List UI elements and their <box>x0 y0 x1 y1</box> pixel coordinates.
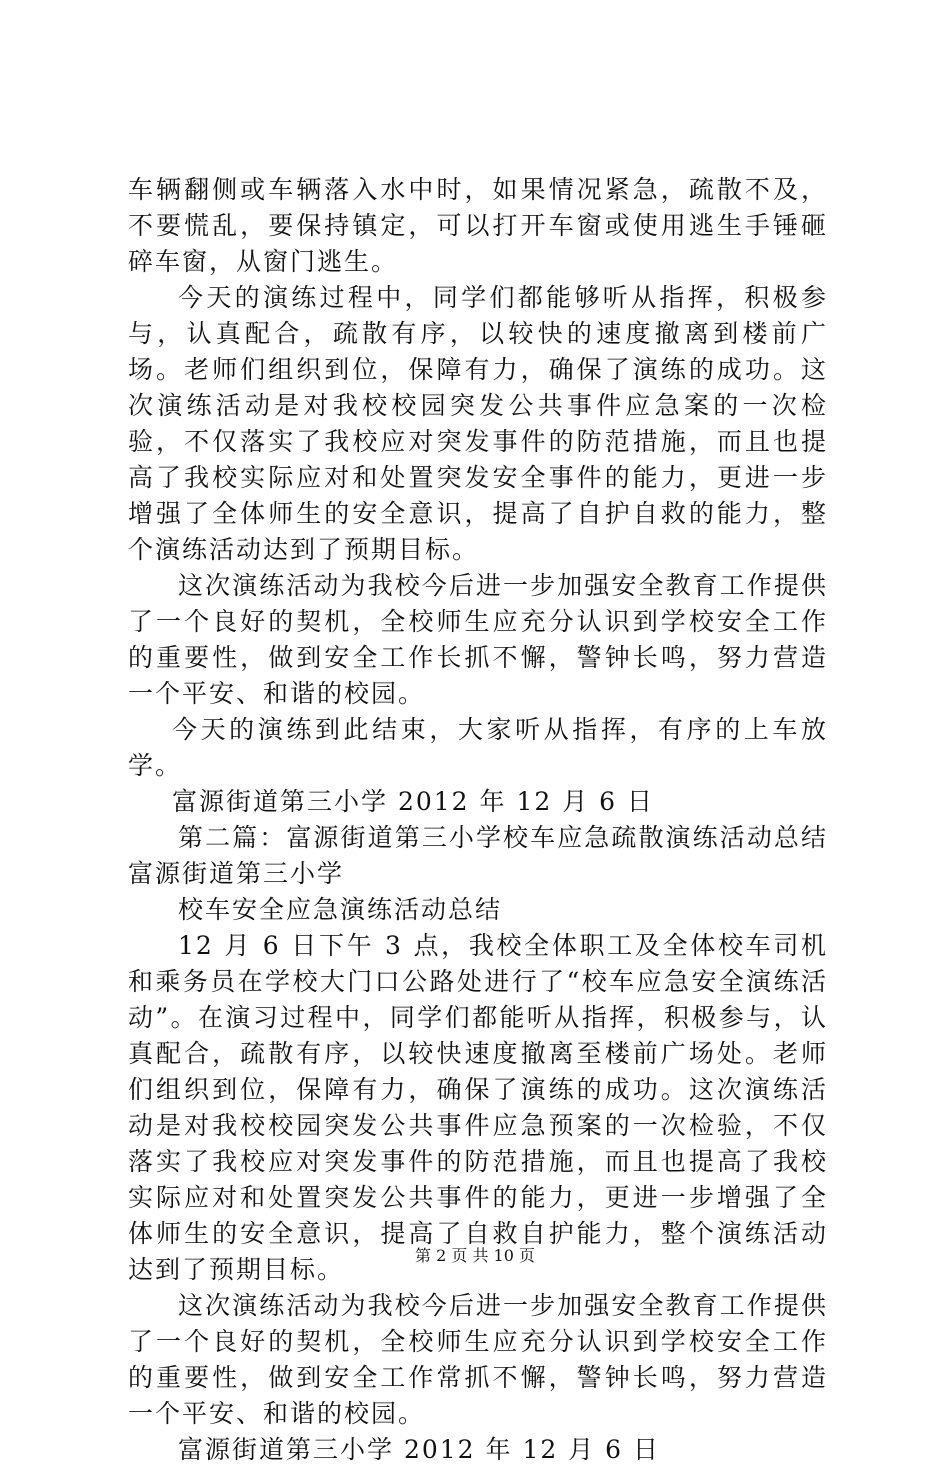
section-subtitle: 校车安全应急演练活动总结 <box>178 895 503 924</box>
document-body <box>128 172 828 1468</box>
paragraph-drill-summary: 12 月 6 日下午 3 点，我校全体职工及全体校车司机和乘务员在学校大门口公路处进行了“校车应急安全演练活动”。在演习过程中，同学们都能听从指挥，积极参与，认真配合，疏散有序，以较快速度撤离至楼前广场处。老师们组织到位，保障有力，确保了演练的成功。这次演练活动是对我校校园突发公共事件应急预案的一次检验，不仅落实了我校应对突发事件的防范措施，而且也提高了我校实际应对和处置突发公共事件的能力，更进一步增强了全体师生的安全意识，提高了自救自护能力，整个演练活动达到了预期目标。 <box>128 931 828 1284</box>
page-footer: 第 2 页 共 10 页 <box>415 1246 535 1265</box>
paragraph-escape-instructions: 车辆翻侧或车辆落入水中时，如果情况紧急，疏散不及，不要慌乱，要保持镇定，可以打开车窗或使用逃生手锤砸碎车窗，从窗门逃生。 <box>128 175 828 276</box>
paragraph-safety-opportunity: 这次演练活动为我校今后进一步加强安全教育工作提供了一个良好的契机，全校师生应充分认识到学校安全工作的重要性，做到安全工作长抓不懈，警钟长鸣，努力营造一个平安、和谐的校园。 <box>128 571 828 708</box>
paragraph-drill-review: 今天的演练过程中，同学们都能够听从指挥，积极参与，认真配合，疏散有序，以较快的速度撤离到楼前广场。老师们组织到位，保障有力，确保了演练的成功。这次演练活动是对我校校园突发公共事件应急案的一次检验，不仅落实了我校应对突发事件的防范措施，而且也提高了我校实际应对和处置突发安全事件的能力，更进一步增强了全体师生的安全意识，提高了自护自救的能力，整个演练活动达到了预期目标。 <box>128 283 828 564</box>
signature-date-1: 富源街道第三小学 2012 年 12 月 6 日 <box>172 787 655 816</box>
section-heading-part-two: 第二篇：富源街道第三小学校车应急疏散演练活动总结富源街道第三小学 <box>128 823 828 888</box>
signature-date-2: 富源街道第三小学 2012 年 12 月 6 日 <box>178 1435 661 1464</box>
paragraph-safety-opportunity-2: 这次演练活动为我校今后进一步加强安全教育工作提供了一个良好的契机，全校师生应充分认识到学校安全工作的重要性，做到安全工作常抓不懈，警钟长鸣，努力营造一个平安、和谐的校园。 <box>128 1291 828 1428</box>
paragraph-drill-end: 今天的演练到此结束，大家听从指挥，有序的上车放学。 <box>128 715 828 780</box>
